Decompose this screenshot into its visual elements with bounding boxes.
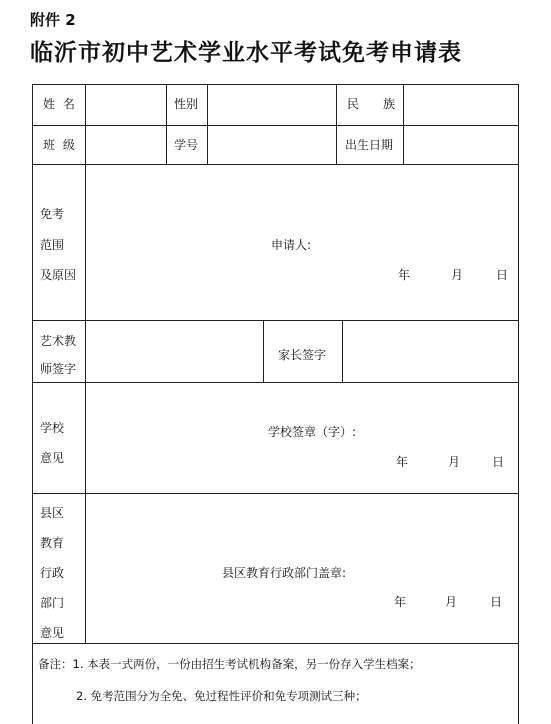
teacher-signature-label-line1: 艺术教: [40, 334, 77, 348]
ethnicity-label: 民 族: [347, 97, 396, 111]
parent-signature-field[interactable]: [343, 321, 518, 382]
school-year: 年: [396, 455, 409, 469]
student-number-input[interactable]: [208, 126, 336, 164]
teacher-signature-label-line2: 师签字: [40, 362, 77, 376]
gender-label: 性别: [174, 97, 199, 111]
birth-date-input[interactable]: [404, 126, 518, 164]
county-opinion-label-line4: 部门: [40, 596, 65, 610]
county-opinion-label-line2: 教育: [40, 536, 65, 550]
school-month: 月: [448, 455, 461, 469]
school-opinion-label-line2: 意见: [40, 451, 65, 465]
county-month: 月: [445, 595, 458, 609]
gender-input[interactable]: [208, 85, 336, 125]
page-title: 临沂市初中艺术学业水平考试免考申请表: [30, 39, 462, 66]
table-border-left: [32, 84, 33, 724]
class-label: 班 级: [43, 138, 77, 152]
county-day: 日: [490, 595, 503, 609]
exemption-label-line1: 免考: [40, 207, 65, 221]
ethnicity-input[interactable]: [404, 85, 518, 125]
column-divider: [263, 320, 264, 382]
applicant-month: 月: [451, 268, 464, 282]
county-opinion-label-line5: 意见: [40, 626, 65, 640]
name-input[interactable]: [86, 85, 166, 125]
applicant-day: 日: [496, 268, 509, 282]
birth-date-label: 出生日期: [345, 138, 394, 152]
column-divider: [166, 84, 167, 164]
student-number-label: 学号: [174, 138, 199, 152]
parent-signature-label: 家长签字: [278, 348, 327, 362]
county-opinion-label-line3: 行政: [40, 566, 65, 580]
county-opinion-label-line1: 县区: [40, 506, 65, 520]
school-day: 日: [492, 455, 505, 469]
applicant-label: 申请人:: [271, 238, 312, 252]
row-divider: [32, 643, 519, 644]
teacher-signature-field[interactable]: [86, 321, 263, 382]
exemption-label-line2: 范围: [40, 238, 65, 252]
table-border-right: [518, 84, 519, 724]
name-label: 姓 名: [43, 97, 77, 111]
school-opinion-label-line1: 学校: [40, 421, 65, 435]
exemption-label-line3: 及原因: [40, 268, 77, 282]
column-divider: [336, 84, 337, 164]
note-line-1: 备注：1. 本表一式两份，一份由招生考试机构备案，另一份存入学生档案；: [38, 657, 421, 671]
class-input[interactable]: [86, 126, 166, 164]
applicant-year: 年: [398, 268, 411, 282]
county-year: 年: [394, 595, 407, 609]
note-line-2: 2. 免考范围分为全免、免过程性评价和免专项测试三种；: [76, 689, 367, 703]
school-stamp-label: 学校签章（字）:: [268, 425, 357, 439]
county-stamp-label: 县区教育行政部门盖章:: [222, 566, 347, 580]
attachment-label: 附件 2: [30, 11, 76, 29]
